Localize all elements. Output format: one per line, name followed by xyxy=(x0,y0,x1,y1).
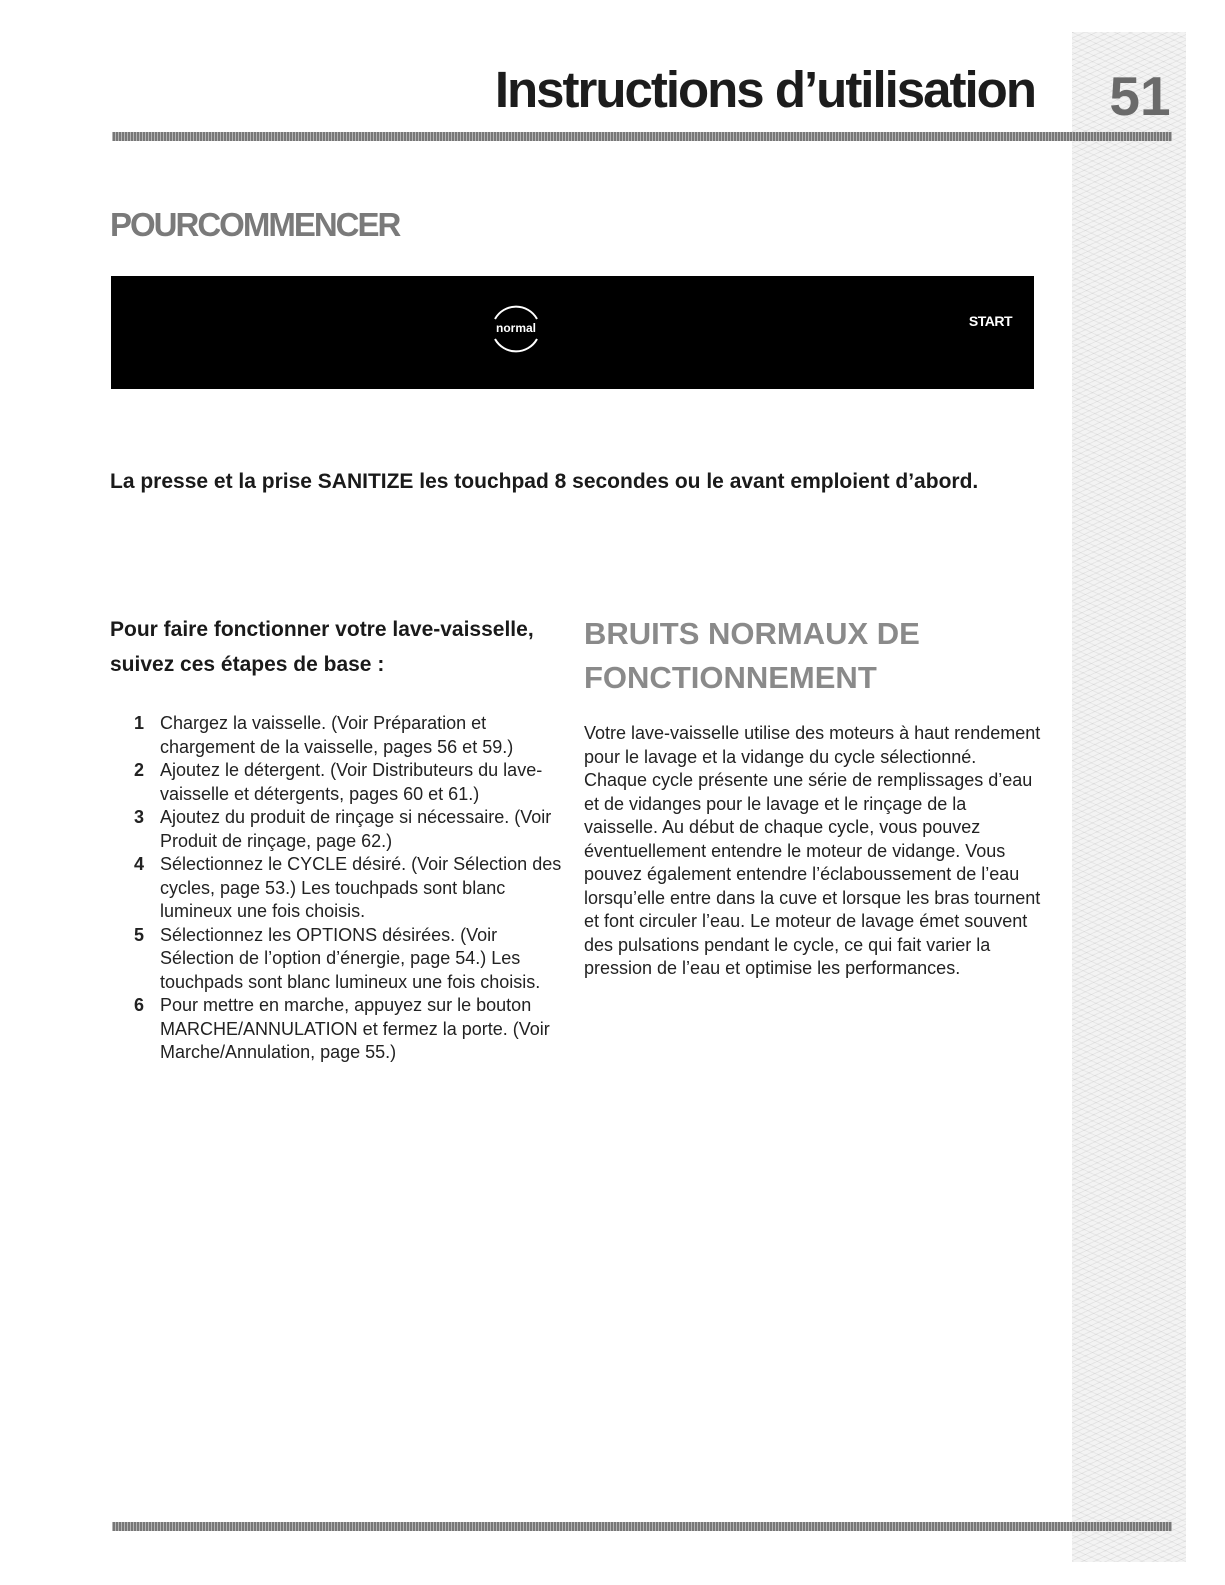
normal-noises-section xyxy=(584,612,1044,981)
steps-section xyxy=(110,612,565,1065)
header-rule xyxy=(112,132,1172,141)
section-heading: POURCOMMENCER xyxy=(110,206,400,243)
step-item xyxy=(134,806,565,853)
steps-intro-line-1: Pour faire fonctionner votre lave-vaisselle, xyxy=(110,618,534,641)
step-text: Pour mettre en marche, appuyez sur le bouton MARCHE/ANNULATION et fermez la porte. (Voir Marche/Annulation, page 55.) xyxy=(160,995,550,1062)
step-number: 4 xyxy=(134,854,145,874)
normal-button-label: normal xyxy=(495,321,536,335)
footer-rule xyxy=(112,1522,1172,1531)
control-panel-illustration xyxy=(111,276,1034,389)
noises-heading xyxy=(584,612,1044,700)
step-item xyxy=(134,994,565,1065)
normal-cycle-button xyxy=(483,296,549,362)
noises-heading-line-1: BRUITS NORMAUX DE xyxy=(584,616,920,651)
sanitize-instruction: La presse et la prise SANITIZE les touchpad 8 secondes ou le avant emploient d’abord. xyxy=(110,470,979,493)
step-number: 2 xyxy=(134,760,145,780)
step-item xyxy=(134,712,565,759)
step-number: 6 xyxy=(134,995,145,1015)
step-number: 3 xyxy=(134,807,145,827)
side-tab-strip xyxy=(1072,32,1186,1562)
step-text: Chargez la vaisselle. (Voir Préparation et chargement de la vaisselle, pages 56 et 59.) xyxy=(160,713,514,757)
step-text: Sélectionnez les OPTIONS désirées. (Voir Sélection de l’option d’énergie, page 54.) Les touchpads sont blanc lumineux une fois choisis. xyxy=(160,924,541,992)
steps-intro xyxy=(110,612,565,682)
step-item xyxy=(134,853,565,924)
step-item xyxy=(134,924,565,995)
step-number: 1 xyxy=(134,713,145,733)
step-text: Ajoutez le détergent. (Voir Distributeurs du lave-vaisselle et détergents, pages 60 et 61.) xyxy=(160,760,543,804)
step-item xyxy=(134,759,565,806)
start-label: START xyxy=(968,313,1012,329)
page-title: Instructions d’utilisation xyxy=(494,61,1035,118)
noises-heading-line-2: FONCTIONNEMENT xyxy=(584,660,877,695)
steps-list xyxy=(110,712,565,1065)
page-number: 51 xyxy=(1109,65,1171,127)
step-text: Ajoutez du produit de rinçage si nécessaire. (Voir Produit de rinçage, page 62.) xyxy=(160,807,552,851)
step-number: 5 xyxy=(134,924,145,945)
steps-intro-line-2: suivez ces étapes de base : xyxy=(110,653,385,676)
step-text: Sélectionnez le CYCLE désiré. (Voir Sélection des cycles, page 53.) Les touchpads sont blanc lumineux une fois choisis. xyxy=(160,854,562,921)
noises-paragraph: Votre lave-vaisselle utilise des moteurs à haut rendement pour le lavage et la vidange du cycle sélectionné. Chaque cycle présente une série de remplissages d’eau et de vidanges pour le lavage et le rinçage de la vaisselle. Au début de chaque cycle, vous pouvez éventuellement entendre le moteur de vidange. Vous pouvez également entendre l’éclaboussement de l’eau lorsqu’elle entre dans la cuve et lorsque les bras tournent et font circuler l’eau. Le moteur de lavage émet souvent des pulsations pendant le cycle, ce qui fait varier la pression de l’eau et optimise les performances. xyxy=(584,723,1041,978)
